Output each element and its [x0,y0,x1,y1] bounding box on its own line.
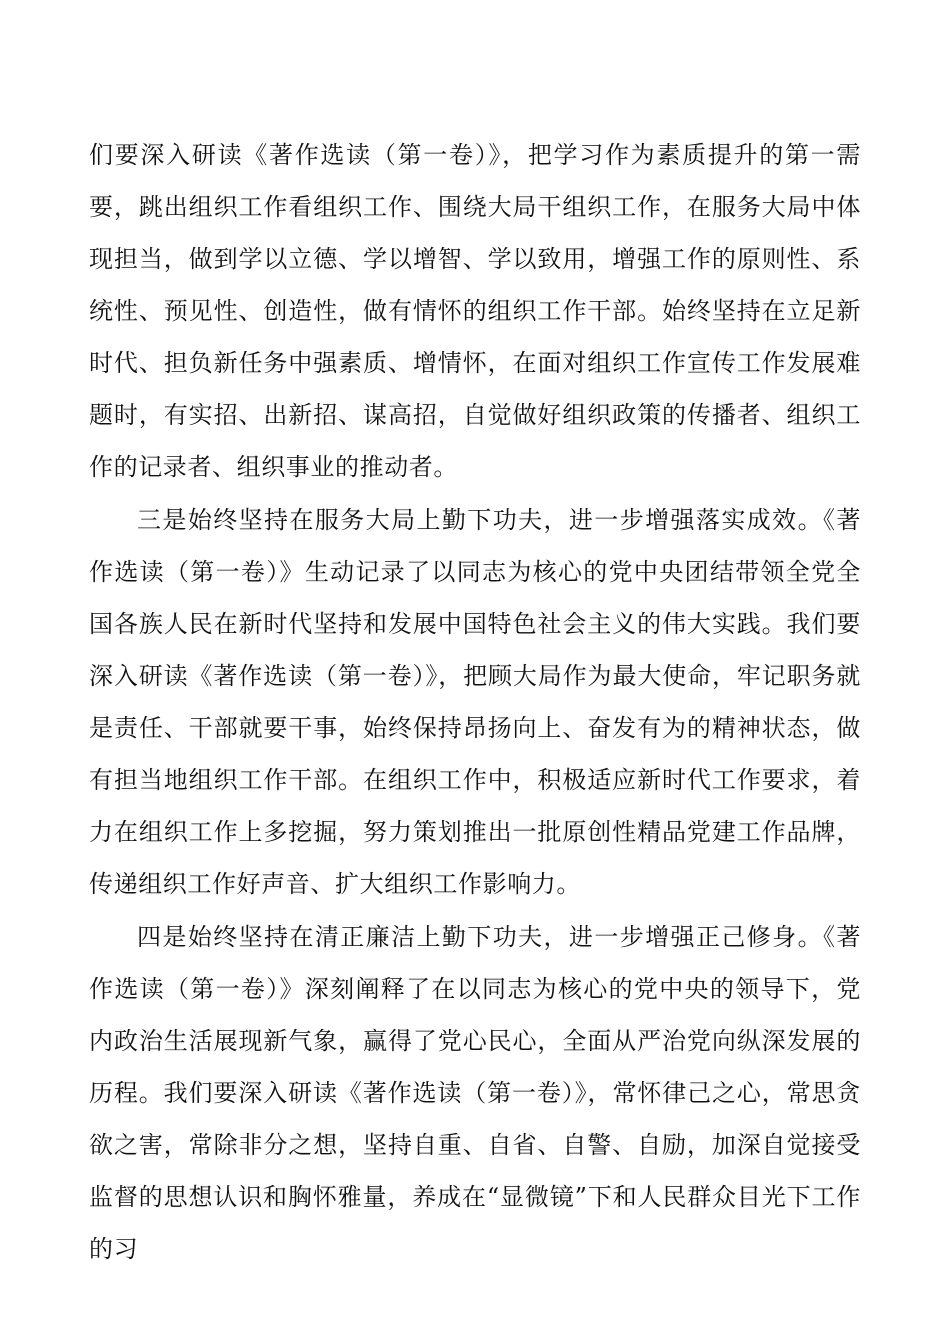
document-body [89,129,861,1276]
paragraph-2: 三是始终坚持在服务大局上勤下功夫，进一步增强落实成效。《著作选读（第一卷）》生动记录了以同志为核心的党中央团结带领全党全国各族人民在新时代坚持和发展中国特色社会主义的伟大实践。我们要深入研读《著作选读（第一卷）》，把顾大局作为最大使命，牢记职务就是责任、干部就要干事，始终保持昂扬向上、奋发有为的精神状态，做有担当地组织工作干部。在组织工作中，积极适应新时代工作要求，着力在组织工作上多挖掘，努力策划推出一批原创性精品党建工作品牌，传递组织工作好声音、扩大组织工作影响力。 [89,506,861,898]
paragraph-3: 四是始终坚持在清正廉洁上勤下功夫，进一步增强正己修身。《著作选读（第一卷）》深刻阐释了在以同志为核心的党中央的领导下，党内政治生活展现新气象，赢得了党心民心，全面从严治党向纵深发展的历程。我们要深入研读《著作选读（第一卷）》，常怀律己之心，常思贪欲之害，常除非分之想，坚持自重、自省、自警、自励，加深自觉接受监督的思想认识和胸怀雅量，养成在“显微镜”下和人民群众目光下工作的习 [89,923,861,1263]
paragraph-1: 们要深入研读《著作选读（第一卷）》，把学习作为素质提升的第一需要，跳出组织工作看组织工作、围绕大局干组织工作，在服务大局中体现担当，做到学以立德、学以增智、学以致用，增强工作的原则性、系统性、预见性、创造性，做有情怀的组织工作干部。始终坚持在立足新时代、担负新任务中强素质、增情怀，在面对组织工作宣传工作发展难题时，有实招、出新招、谋高招，自觉做好组织政策的传播者、组织工作的记录者、组织事业的推动者。 [89,141,861,481]
